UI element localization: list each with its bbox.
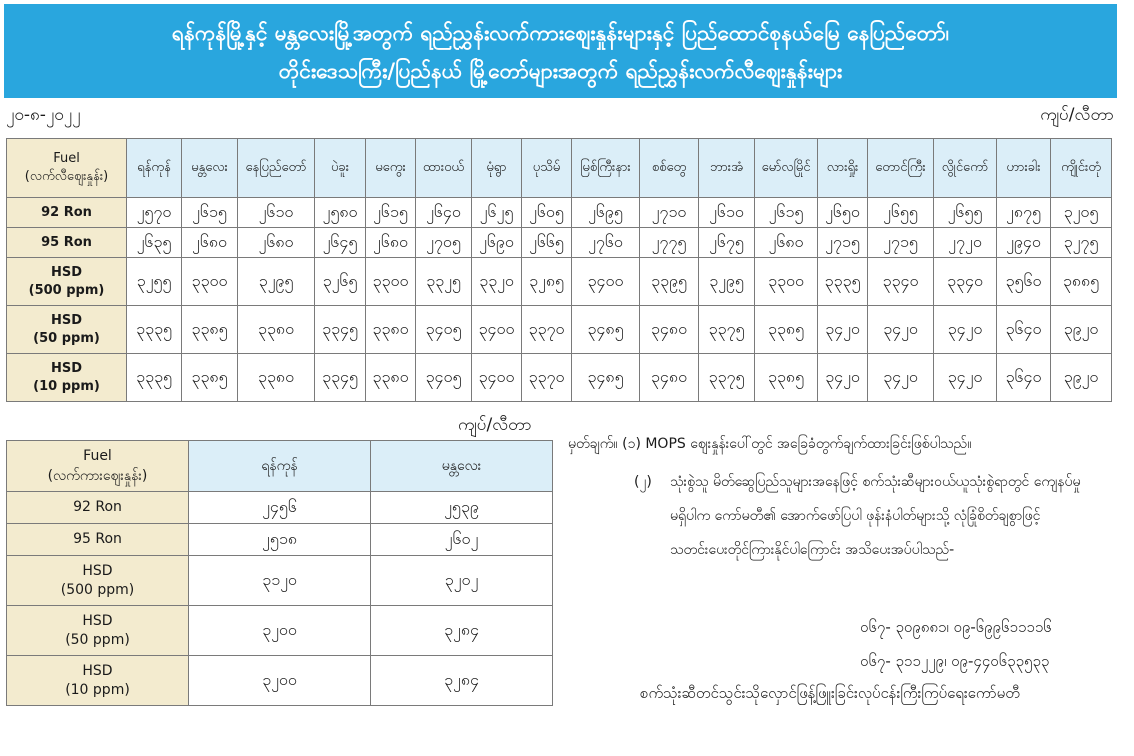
- retail-price-cell: ၃၄၀၀: [572, 258, 640, 306]
- retail-price-cell: ၃၃၀၀: [182, 258, 238, 306]
- wholesale-city-header: ရန်ကုန်: [189, 441, 371, 492]
- retail-price-cell: ၃၃၀၀: [366, 258, 416, 306]
- title-line-2: တိုင်းဒေသကြီး/ပြည်နယ် မြို့တော်များအတွက် ရည်ညွှန်းလက်လီဈေးနှုန်းများ: [278, 59, 843, 83]
- retail-price-cell: ၃၃၈၀: [366, 306, 416, 354]
- retail-price-cell: ၃၃၈၅: [182, 354, 238, 402]
- retail-price-cell: ၃၄၂၀: [868, 306, 934, 354]
- retail-price-cell: ၂၇၆၀: [572, 228, 640, 258]
- retail-price-cell: ၂၇၂၀: [934, 228, 997, 258]
- retail-city-header: စစ်တွေ: [640, 139, 699, 198]
- retail-price-cell: ၃၃၀၀: [755, 258, 818, 306]
- wholesale-price-cell: ၃၂၀၀: [189, 656, 371, 706]
- retail-price-cell: ၂၆၁၀: [238, 198, 315, 228]
- retail-price-cell: ၃၃၇၅: [699, 306, 755, 354]
- retail-table-row: [7, 258, 1112, 306]
- retail-price-cell: ၃၃၄၀: [868, 258, 934, 306]
- retail-city-header: ရန်ကုန်: [127, 139, 182, 198]
- retail-price-cell: ၂၅၈၀: [315, 198, 366, 228]
- retail-city-header: ပဲခူး: [315, 139, 366, 198]
- retail-city-header: မုံရွာ: [472, 139, 522, 198]
- retail-price-cell: ၂၆၁၅: [755, 198, 818, 228]
- retail-price-cell: ၃၂၅၅: [127, 258, 182, 306]
- retail-fuel-label: 95 Ron: [7, 228, 127, 258]
- retail-price-cell: ၃၃၈၅: [755, 306, 818, 354]
- retail-price-cell: ၃၃၈၅: [755, 354, 818, 402]
- wholesale-price-cell: ၃၂၈၄: [371, 656, 553, 706]
- retail-city-header: ဟားခါး: [997, 139, 1051, 198]
- retail-price-cell: ၃၃၄၀: [934, 258, 997, 306]
- retail-price-cell: ၂၇၀၅: [416, 228, 472, 258]
- retail-city-header: ကျိုင်းတုံ: [1051, 139, 1112, 198]
- retail-city-header: မြစ်ကြီးနား: [572, 139, 640, 198]
- wholesale-price-cell: ၃၂၀၂: [371, 556, 553, 606]
- retail-price-cell: ၂၆၁၅: [366, 198, 416, 228]
- wholesale-table-row: [7, 492, 553, 524]
- retail-price-cell: ၂၆၅၀: [818, 198, 868, 228]
- retail-fuel-label: HSD (500 ppm): [7, 258, 127, 306]
- retail-price-cell: ၃၄၈၅: [572, 354, 640, 402]
- retail-price-cell: ၃၄၂၀: [818, 354, 868, 402]
- retail-price-cell: ၃၃၂၅: [416, 258, 472, 306]
- retail-city-header: ဘားအံ: [699, 139, 755, 198]
- retail-price-cell: ၂၆၄၅: [315, 228, 366, 258]
- retail-price-cell: ၃၃၄၅: [315, 306, 366, 354]
- retail-price-cell: ၃၉၂၀: [1051, 306, 1112, 354]
- retail-price-cell: ၃၃၄၅: [315, 354, 366, 402]
- retail-price-cell: ၂၅၇၀: [127, 198, 182, 228]
- retail-price-cell: ၂၆၅၅: [934, 198, 997, 228]
- wholesale-unit-label: ကျပ်/လီတာ: [458, 415, 532, 435]
- retail-price-cell: ၃၂၉၅: [238, 258, 315, 306]
- retail-price-cell: ၂၆၈၀: [182, 228, 238, 258]
- wholesale-table-row: [7, 524, 553, 556]
- wholesale-price-cell: ၂၅၃၉: [371, 492, 553, 524]
- wholesale-fuel-label: 95 Ron: [7, 524, 189, 556]
- retail-price-cell: ၃၉၂၀: [1051, 354, 1112, 402]
- retail-price-cell: ၃၃၈၀: [238, 306, 315, 354]
- phone-numbers-2: ၀၆၇- ၃၁၁၂၂၉၊ ၀၉-၄၄၀၆၃၃၅၃၃: [860, 652, 1050, 670]
- retail-table-row: [7, 198, 1112, 228]
- retail-price-cell: ၃၂၈၅: [522, 258, 572, 306]
- retail-price-cell: ၂၆၈၀: [238, 228, 315, 258]
- retail-price-cell: ၂၆၁၅: [182, 198, 238, 228]
- retail-price-cell: ၂၇၇၅: [640, 228, 699, 258]
- retail-city-header: ထားဝယ်: [416, 139, 472, 198]
- retail-price-cell: ၃၃၈၅: [182, 306, 238, 354]
- committee-name: စက်သုံးဆီတင်သွင်းသိုလှောင်ဖြန့်ဖြူးခြင်းလုပ်ငန်းကြီးကြပ်ရေးကော်မတီ: [640, 684, 1020, 702]
- wholesale-price-cell: ၂၆၀၂: [371, 524, 553, 556]
- retail-price-cell: ၃၃၂၀: [472, 258, 522, 306]
- retail-city-header: မကွေး: [366, 139, 416, 198]
- retail-price-cell: ၂၆၉၅: [572, 198, 640, 228]
- phone-numbers-1: ၀၆၇- ၃၀၉၈၈၁၊ ၀၉-၆၉၉၆၁၁၁၁၆: [860, 618, 1052, 636]
- wholesale-table-row: [7, 556, 553, 606]
- retail-price-cell: ၃၄၈၀: [640, 354, 699, 402]
- retail-price-cell: ၂၆၇၅: [699, 228, 755, 258]
- retail-price-cell: ၃၄၀၅: [416, 354, 472, 402]
- retail-price-cell: ၃၄၂၀: [868, 354, 934, 402]
- retail-price-cell: ၃၂၉၅: [699, 258, 755, 306]
- retail-price-cell: ၃၂၇၅: [1051, 228, 1112, 258]
- retail-price-cell: ၂၆၀၅: [522, 198, 572, 228]
- retail-price-cell: ၃၃၃၅: [818, 258, 868, 306]
- retail-fuel-label: HSD (10 ppm): [7, 354, 127, 402]
- retail-price-cell: ၂၇၁၀: [640, 198, 699, 228]
- retail-city-header: တောင်ကြီး: [868, 139, 934, 198]
- retail-price-cell: ၃၄၂၀: [934, 306, 997, 354]
- retail-price-cell: ၃၃၇၅: [699, 354, 755, 402]
- wholesale-price-cell: ၃၂၈၄: [371, 606, 553, 656]
- retail-price-cell: ၃၃၃၅: [127, 354, 182, 402]
- retail-unit-label: ကျပ်/လီတာ: [1040, 105, 1114, 125]
- retail-price-cell: ၃၃၈၀: [366, 354, 416, 402]
- retail-price-cell: ၃၄၈၅: [572, 306, 640, 354]
- note-2-line-3: သတင်းပေးတိုင်ကြားနိုင်ပါကြောင်း အသိပေးအပ်ပါသည်-: [670, 542, 955, 558]
- retail-price-cell: ၂၈၇၅: [997, 198, 1051, 228]
- retail-price-table: [6, 138, 1112, 402]
- wholesale-price-cell: ၃၂၀၀: [189, 606, 371, 656]
- wholesale-price-table: [6, 440, 553, 706]
- wholesale-fuel-label: HSD (500 ppm): [7, 556, 189, 606]
- retail-price-cell: ၃၄၀၀: [472, 354, 522, 402]
- retail-price-cell: ၂၉၄၀: [997, 228, 1051, 258]
- wholesale-price-cell: ၃၁၂၀: [189, 556, 371, 606]
- retail-price-cell: ၃၃၇၀: [522, 354, 572, 402]
- retail-city-header: မန္တလေး: [182, 139, 238, 198]
- retail-fuel-label: 92 Ron: [7, 198, 127, 228]
- wholesale-table-row: [7, 606, 553, 656]
- retail-price-cell: ၃၂၆၅: [315, 258, 366, 306]
- retail-price-cell: ၃၃၈၀: [238, 354, 315, 402]
- retail-price-cell: ၃၄၀၅: [416, 306, 472, 354]
- retail-city-header: မော်လမြိုင်: [755, 139, 818, 198]
- retail-price-cell: ၃၃၃၅: [127, 306, 182, 354]
- retail-price-cell: ၂၆၈၀: [366, 228, 416, 258]
- retail-price-cell: ၃၅၆၀: [997, 258, 1051, 306]
- retail-price-cell: ၃၄၈၀: [640, 306, 699, 354]
- retail-city-header: လားရှိုး: [818, 139, 868, 198]
- retail-fuel-label: HSD (50 ppm): [7, 306, 127, 354]
- wholesale-fuel-header: Fuel (လက်ကားဈေးနှုန်း): [7, 441, 189, 492]
- retail-price-cell: ၂၇၁၅: [818, 228, 868, 258]
- retail-table-row: [7, 354, 1112, 402]
- retail-city-header: လွိုင်ကော်: [934, 139, 997, 198]
- retail-price-cell: ၃၃၇၀: [522, 306, 572, 354]
- wholesale-fuel-label: HSD (50 ppm): [7, 606, 189, 656]
- retail-city-header: ပုသိမ်: [522, 139, 572, 198]
- retail-price-cell: ၂၆၁၀: [699, 198, 755, 228]
- retail-price-cell: ၂၆၆၅: [522, 228, 572, 258]
- wholesale-table-row: [7, 656, 553, 706]
- retail-price-cell: ၃၂၀၅: [1051, 198, 1112, 228]
- note-2-line-1: သုံးစွဲသူ မိတ်ဆွေပြည်သူများအနေဖြင့် စက်သုံးဆီများဝယ်ယူသုံးစွဲရာတွင် ကျေနပ်မှု: [670, 474, 1081, 490]
- retail-price-cell: ၃၄၀၀: [472, 306, 522, 354]
- wholesale-city-header: မန္တလေး: [371, 441, 553, 492]
- retail-price-cell: ၂၆၄၀: [416, 198, 472, 228]
- retail-price-cell: ၃၆၄၀: [997, 306, 1051, 354]
- retail-price-cell: ၃၃၉၅: [640, 258, 699, 306]
- note-2-marker: (၂): [634, 474, 652, 490]
- wholesale-fuel-label: HSD (10 ppm): [7, 656, 189, 706]
- retail-price-cell: ၂၆၂၅: [472, 198, 522, 228]
- retail-price-cell: ၂၆၅၅: [868, 198, 934, 228]
- wholesale-fuel-label: 92 Ron: [7, 492, 189, 524]
- note-1: မှတ်ချက်။ (၁) MOPS ဈေးနှုန်းပေါ်တွင် အခြေခံတွက်ချက်ထားခြင်းဖြစ်ပါသည်။: [568, 436, 972, 452]
- note-2-line-2: မရှိပါက ကော်မတီ၏ အောက်ဖော်ပြပါ ဖုန်းနံပါတ်များသို့ လုံခြုံစိတ်ချစွာဖြင့်: [670, 508, 1041, 524]
- title-banner: [4, 4, 1117, 98]
- retail-table-row: [7, 306, 1112, 354]
- retail-price-cell: ၂၆၈၀: [755, 228, 818, 258]
- retail-price-cell: ၃၆၄၀: [997, 354, 1051, 402]
- retail-price-cell: ၃၈၈၅: [1051, 258, 1112, 306]
- retail-price-cell: ၃၄၂၀: [934, 354, 997, 402]
- retail-fuel-header: Fuel (လက်လီဈေးနှုန်း): [7, 139, 127, 198]
- retail-price-cell: ၃၄၂၀: [818, 306, 868, 354]
- retail-price-cell: ၂၇၁၅: [868, 228, 934, 258]
- wholesale-price-cell: ၂၅၁၈: [189, 524, 371, 556]
- report-date: ၂၀-၈-၂၀၂၂: [6, 105, 81, 125]
- retail-price-cell: ၂၆၉၀: [472, 228, 522, 258]
- title-line-1: ရန်ကုန်မြို့နှင့် မန္တလေးမြို့အတွက် ရည်ညွှန်းလက်ကားဈေးနှုန်းများနှင့် ပြည်ထောင်စုနယ်မြေ နေပြည်တော်၊: [171, 21, 950, 45]
- retail-city-header: နေပြည်တော်: [238, 139, 315, 198]
- retail-table-row: [7, 228, 1112, 258]
- retail-price-cell: ၂၆၃၅: [127, 228, 182, 258]
- wholesale-price-cell: ၂၄၅၆: [189, 492, 371, 524]
